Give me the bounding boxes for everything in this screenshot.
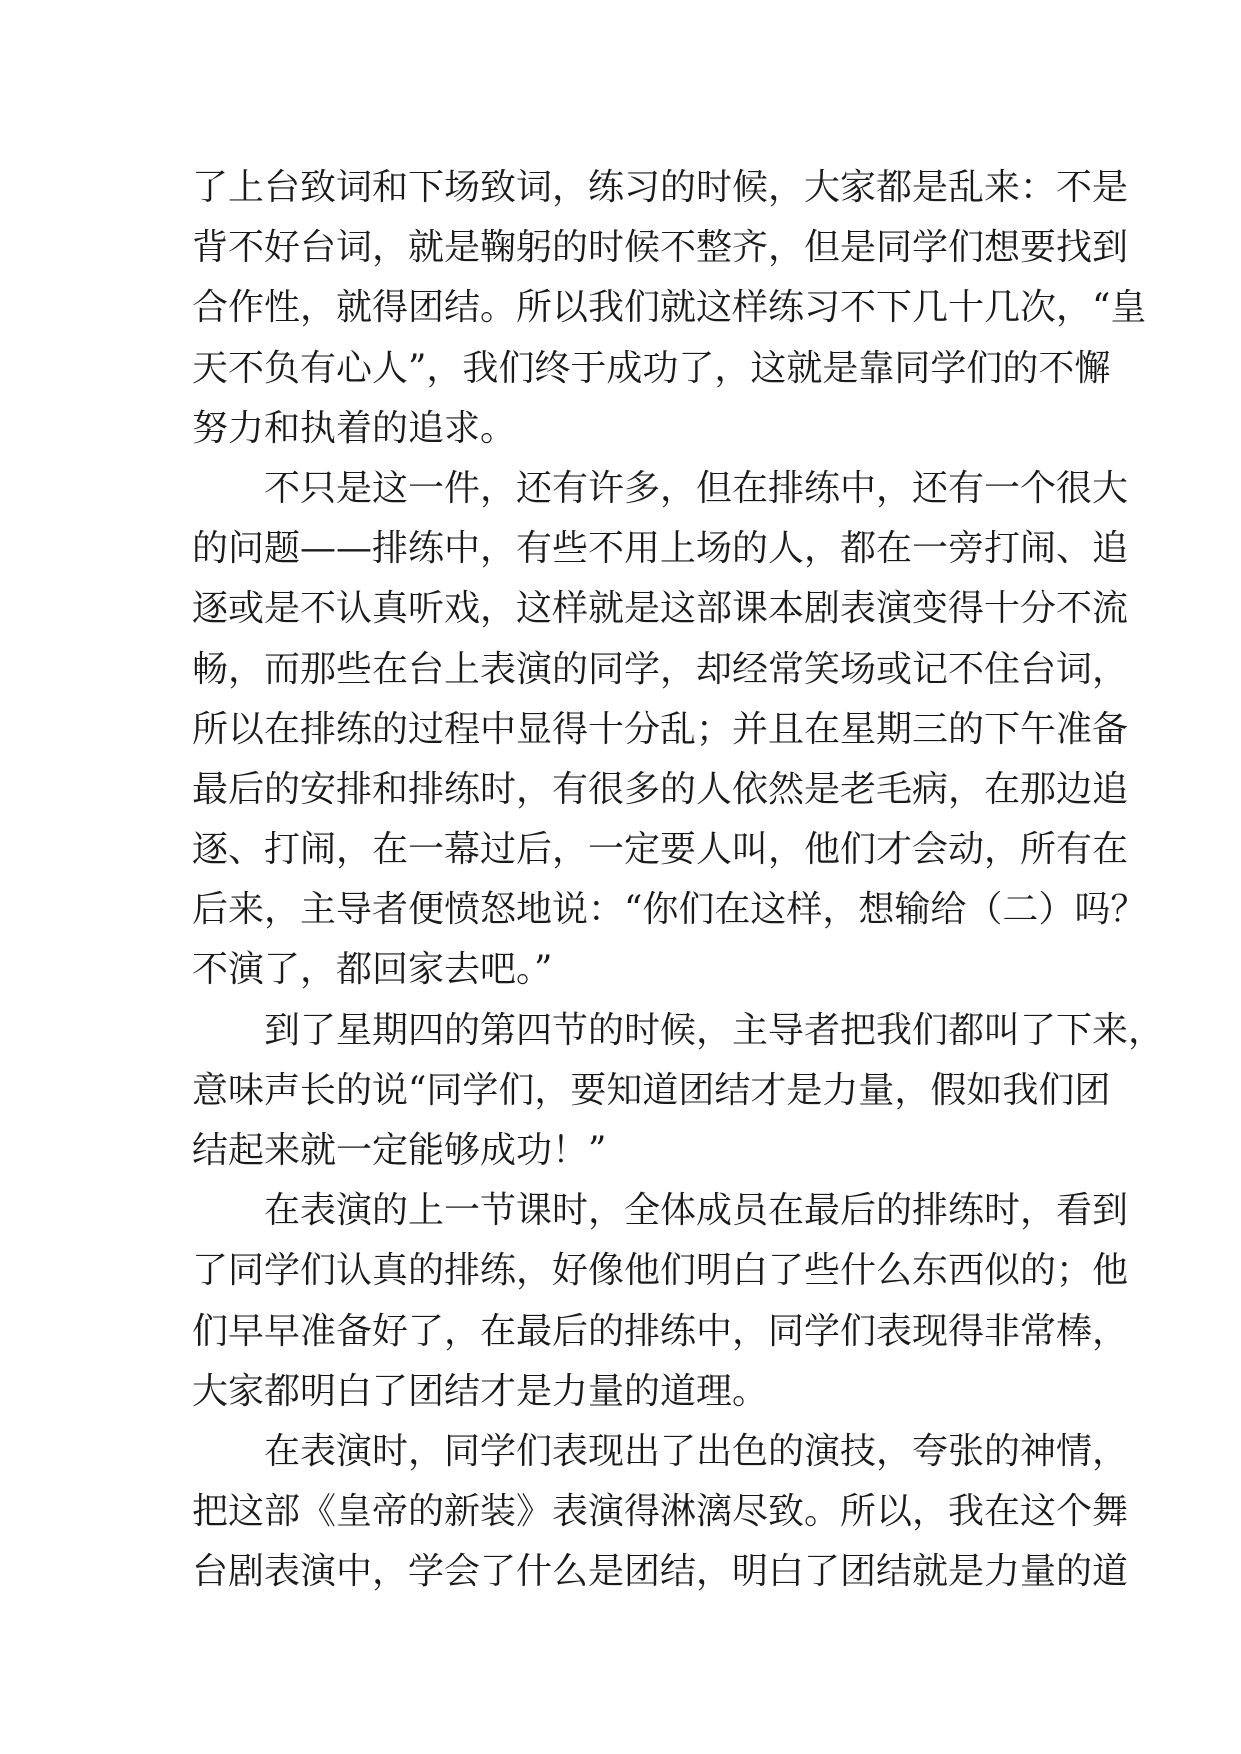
- text-line: 台剧表演中，学会了什么是团结，明白了团结就是力量的道: [192, 1551, 1129, 1593]
- text-line: 到了星期四的第四节的时候，主导者把我们都叫了下来，: [264, 1009, 1165, 1051]
- paragraph: [192, 158, 1147, 459]
- text-line: 不演了，都回家去吧。”: [192, 949, 553, 991]
- text-line: 在表演的上一节课时，全体成员在最后的排练时，看到: [264, 1190, 1129, 1232]
- text-line: 后来，主导者便愤怒地说：“你们在这样，想输给（二）吗？: [192, 889, 1147, 931]
- essay-body: [192, 158, 1165, 1603]
- text-line: 逐或是不认真听戏，这样就是这部课本剧表演变得十分不流: [192, 588, 1129, 630]
- text-line: 在表演时，同学们表现出了出色的演技，夸张的神情，: [264, 1430, 1129, 1472]
- text-line: 不只是这一件，还有许多，但在排练中，还有一个很大: [264, 467, 1129, 509]
- text-line: 把这部《皇帝的新装》表演得淋漓尽致。所以，我在这个舞: [192, 1491, 1129, 1533]
- text-line: 逐、打闹，在一幕过后，一定要人叫，他们才会动，所有在: [192, 829, 1129, 871]
- paragraph: [192, 459, 1147, 1001]
- paragraph: [192, 1422, 1129, 1603]
- text-line: 了同学们认真的排练，好像他们明白了些什么东西似的；他: [192, 1250, 1129, 1292]
- text-line: 意味声长的说“同学们，要知道团结才是力量，假如我们团: [192, 1069, 1111, 1111]
- text-line: 合作性，就得团结。所以我们就这样练习不下几十几次，“皇: [192, 287, 1147, 329]
- paragraph: [192, 1181, 1129, 1422]
- text-line: 所以在排练的过程中显得十分乱；并且在星期三的下午准备: [192, 708, 1129, 750]
- text-line: 的问题——排练中，有些不用上场的人，都在一旁打闹、追: [192, 528, 1129, 570]
- text-line: 背不好台词，就是鞠躬的时候不整齐，但是同学们想要找到: [192, 227, 1129, 269]
- text-line: 努力和执着的追求。: [192, 407, 517, 449]
- text-line: 最后的安排和排练时，有很多的人依然是老毛病，在那边追: [192, 768, 1129, 810]
- text-line: 了上台致词和下场致词，练习的时候，大家都是乱来：不是: [192, 167, 1129, 208]
- text-line: 们早早准备好了，在最后的排练中，同学们表现得非常棒，: [192, 1310, 1129, 1352]
- text-line: 结起来就一定能够成功！”: [192, 1130, 607, 1171]
- text-line: 天不负有心人”，我们终于成功了，这就是靠同学们的不懈: [192, 347, 1111, 389]
- text-line: 畅，而那些在台上表演的同学，却经常笑场或记不住台词，: [192, 648, 1129, 690]
- paragraph: [192, 1001, 1165, 1182]
- text-line: 大家都明白了团结才是力量的道理。: [192, 1370, 769, 1412]
